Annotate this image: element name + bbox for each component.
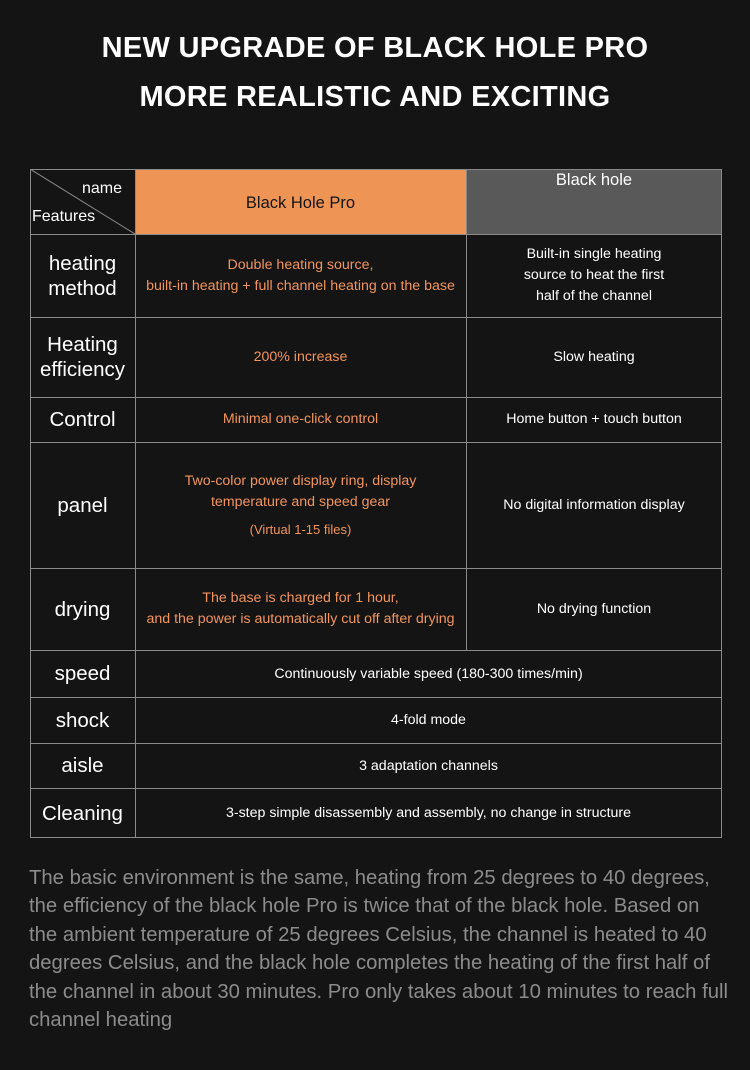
- feature-label-line: method: [48, 276, 117, 300]
- row-divider: [30, 788, 722, 789]
- shared-value-cell: [135, 788, 722, 838]
- pro-value-line: Double heating source,: [227, 256, 374, 273]
- black-hole-value: [503, 495, 684, 516]
- feature-label: speed: [54, 662, 111, 685]
- column-header-black-hole-label: Black hole: [555, 171, 633, 189]
- black-hole-value-line: No digital information display: [503, 496, 685, 513]
- footnote-paragraph: The basic environment is the same, heating from 25 degrees to 40 degrees, the efficiency of the black hole Pro is twice that of the black hole. Based on the ambient temperature of 25 degrees Celsius, the channel is heated to 40 degrees Celsius, and the black hole completes the heating of the first half of the channel in about 30 minutes. Pro only takes about 10 minutes to reach full channel heating: [29, 867, 729, 1032]
- column-divider: [466, 169, 467, 650]
- row-divider: [30, 317, 722, 318]
- row-divider: [30, 650, 722, 651]
- pro-value-line: (Virtual 1-15 files): [249, 521, 352, 537]
- feature-label: [57, 493, 107, 518]
- feature-label: shock: [55, 708, 110, 732]
- black-hole-value-cell: [466, 397, 722, 442]
- header-corner-cell: [30, 169, 135, 234]
- row-divider: [30, 169, 722, 170]
- row-divider: [30, 568, 722, 569]
- row-divider: [30, 837, 722, 838]
- black-hole-value-cell: [466, 568, 722, 650]
- feature-label: aisle: [61, 754, 104, 777]
- corner-features-label: Features: [32, 208, 96, 225]
- black-hole-value-line: No drying function: [536, 600, 652, 617]
- pro-value-line: 200% increase: [253, 348, 348, 365]
- shared-value-cell: [135, 650, 722, 697]
- black-hole-value: [553, 347, 634, 368]
- black-hole-value: [524, 244, 664, 307]
- column-header-pro: [135, 169, 466, 234]
- feature-label-line: drying: [54, 597, 111, 621]
- feature-cell: [30, 317, 135, 397]
- pro-value: [223, 409, 378, 430]
- row-divider: [30, 234, 722, 235]
- column-header-black-hole: [466, 169, 722, 234]
- black-hole-value-line: half of the channel: [536, 288, 652, 304]
- feature-cell: [30, 650, 135, 697]
- pro-value-cell: [135, 442, 466, 568]
- column-divider: [135, 169, 136, 838]
- shared-value-cell: [135, 743, 722, 788]
- page-title-line-1: NEW UPGRADE OF BLACK HOLE PRO: [101, 32, 649, 64]
- shared-value-cell: [135, 697, 722, 743]
- column-header-pro-label: Black Hole Pro: [245, 194, 356, 212]
- black-hole-value-line: Built-in single heating: [526, 246, 662, 262]
- black-hole-value-cell: [466, 317, 722, 397]
- pro-value-line: built-in heating + full channel heating on the base: [146, 277, 455, 294]
- shared-value: Continuously variable speed (180-300 times/min): [274, 665, 583, 682]
- black-hole-value-cell: [466, 234, 722, 317]
- pro-value-cell: [135, 234, 466, 317]
- black-hole-value-line: source to heat the first: [523, 267, 665, 283]
- feature-label: [55, 597, 111, 622]
- pro-value: [146, 255, 455, 297]
- black-hole-value-line: Slow heating: [553, 348, 635, 365]
- feature-label-line: heating: [48, 251, 117, 275]
- shared-value: 4-fold mode: [391, 712, 466, 728]
- feature-label: Cleaning: [42, 801, 123, 825]
- page-title-line-2: MORE REALISTIC AND EXCITING: [139, 81, 611, 113]
- black-hole-value-line: Home button + touch button: [506, 411, 682, 427]
- comparison-table: [30, 169, 722, 838]
- feature-cell: [30, 743, 135, 788]
- pro-value-line: Minimal one-click control: [222, 411, 379, 427]
- pro-value-line: The base is charged for 1 hour,: [202, 590, 399, 606]
- feature-label: [49, 407, 115, 432]
- column-divider: [721, 169, 722, 838]
- row-divider: [30, 697, 722, 698]
- shared-value: 3-step simple disassembly and assembly, no change in structure: [225, 805, 632, 821]
- feature-label: [40, 332, 125, 382]
- feature-label-line: panel: [57, 493, 108, 517]
- black-hole-value-cell: [466, 442, 722, 568]
- feature-label-line: Control: [49, 408, 116, 431]
- feature-label: [48, 251, 116, 301]
- pro-value: [146, 588, 454, 630]
- feature-label-line: Heating: [47, 333, 118, 356]
- pro-value: [254, 347, 348, 368]
- corner-name-label: name: [82, 180, 123, 197]
- feature-label-line: efficiency: [39, 358, 126, 381]
- feature-cell: [30, 234, 135, 317]
- feature-cell: [30, 788, 135, 838]
- shared-value: 3 adaptation channels: [359, 757, 498, 774]
- feature-cell: [30, 697, 135, 743]
- feature-cell: [30, 397, 135, 442]
- pro-value-cell: [135, 397, 466, 442]
- feature-cell: [30, 442, 135, 568]
- feature-cell: [30, 568, 135, 650]
- column-divider: [30, 169, 31, 838]
- pro-value-cell: [135, 317, 466, 397]
- row-divider: [30, 743, 722, 744]
- black-hole-value: [506, 409, 682, 430]
- row-divider: [30, 442, 722, 443]
- pro-value-line: and the power is automatically cut off after drying: [146, 611, 455, 627]
- pro-value-line: temperature and speed gear: [210, 493, 391, 510]
- pro-value: [185, 471, 417, 540]
- pro-value-cell: [135, 568, 466, 650]
- row-divider: [30, 397, 722, 398]
- pro-value-line: Two-color power display ring, display: [184, 472, 417, 489]
- black-hole-value: [537, 599, 651, 620]
